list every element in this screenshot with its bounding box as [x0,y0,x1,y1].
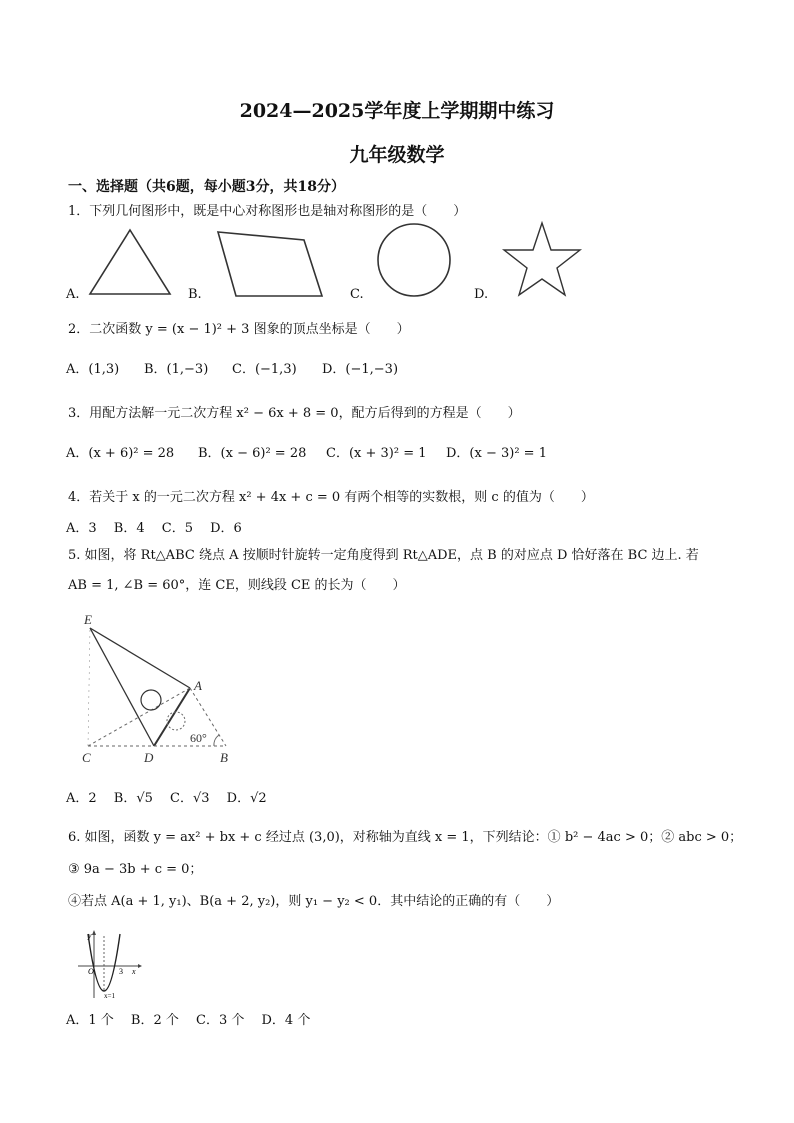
q3-option-b: B．(x − 6)² = 28 [198,446,307,461]
q6-label-x: x [132,967,136,976]
q1-option-a-label: A. [66,287,80,302]
question-6-stem-line3: ④若点 A(a + 1, y₁)、B(a + 2, y₂)，则 y₁ − y₂ < 0．其中结论的正确的有（ ） [68,894,560,909]
q5-label-b: B [220,750,228,765]
q6-label-y: y [88,931,92,940]
q6-options: A．1 个 B．2 个 C．3 个 D．4 个 [66,1013,311,1028]
page-subtitle: 九年级数学 [349,144,445,166]
q5-label-e: E [84,612,92,627]
section-heading: 一、选择题（共6题，每小题3分，共18分） [68,179,345,195]
q6-label-axis: x=1 [104,992,115,1000]
q3-option-d: D．(x − 3)² = 1 [446,446,547,461]
q2-option-c: C．(−1,3) [232,362,297,377]
question-1-stem: 1．下列几何图形中，既是中心对称图形也是轴对称图形的是（ ） [68,204,467,219]
question-6-stem-line2: ③ 9a − 3b + c = 0； [68,862,203,877]
q1-star-figure [502,220,582,298]
q5-label-a: A [194,678,202,693]
q3-option-c: C．(x + 3)² = 1 [326,446,427,461]
q5-label-c: C [82,750,91,765]
q3-option-a: A．(x + 6)² = 28 [66,446,175,461]
question-6-stem-line1: 6. 如图，函数 y = ax² + bx + c 经过点 (3,0)，对称轴为直线 x = 1，下列结论：① b² − 4ac > 0；② abc > 0； [68,830,743,845]
q6-label-three: 3 [119,967,123,976]
q1-circle-figure [376,222,454,300]
question-4-stem: 4．若关于 x 的一元二次方程 x² + 4x + c = 0 有两个相等的实数根，则 c 的值为（ ） [68,490,594,505]
question-2-stem: 2．二次函数 y = (x − 1)² + 3 图象的顶点坐标是（ ） [68,322,410,337]
q1-option-b-label: B. [188,287,202,302]
q1-option-c-label: C. [350,287,364,302]
q4-options: A．3 B．4 C．5 D．6 [66,521,242,536]
q2-option-b: B．(1,−3) [144,362,209,377]
question-5-stem-line1: 5. 如图，将 Rt△ABC 绕点 A 按顺时针旋转一定角度得到 Rt△ADE，点 B 的对应点 D 恰好落在 BC 边上. 若 [68,548,699,563]
q1-parallelogram-figure [214,228,326,300]
q6-label-origin: O [88,967,94,976]
q1-triangle-figure [88,228,172,298]
question-5-stem-line2: AB = 1, ∠B = 60°，连 CE，则线段 CE 的长为（ ） [68,578,406,593]
q1-option-d-label: D. [474,287,489,302]
q2-option-d: D．(−1,−3) [322,362,399,377]
q5-label-angle: 60° [190,731,207,745]
question-3-stem: 3．用配方法解一元二次方程 x² − 6x + 8 = 0，配方后得到的方程是（ ） [68,406,521,421]
page-title: 2024—2025学年度上学期期中练习 [239,100,555,122]
q6-parabola-figure [74,928,144,1002]
q5-label-d: D [144,750,154,765]
q5-rotation-figure [78,608,238,768]
q5-options: A．2 B．√5 C．√3 D．√2 [66,791,267,806]
q2-option-a: A．(1,3) [66,362,120,377]
